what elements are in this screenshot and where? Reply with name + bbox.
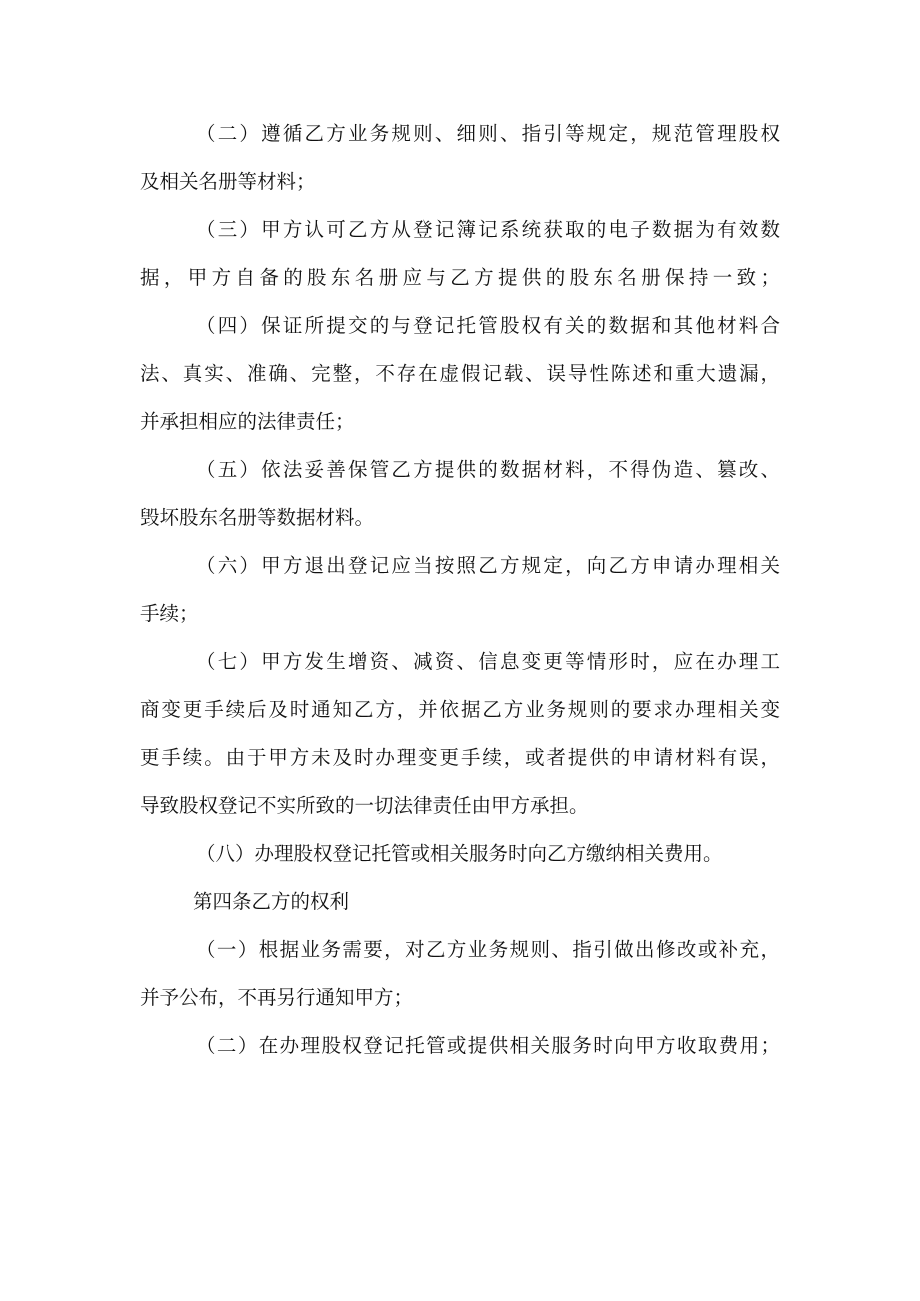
paragraph-line: 及相关名册等材料； <box>140 170 316 193</box>
paragraph-line: 法、真实、准确、完整，不存在虚假记载、误导性陈述和重大遗漏， <box>140 362 780 385</box>
paragraph-line: 手续； <box>140 602 199 625</box>
paragraph-line: 商变更手续后及时通知乙方，并依据乙方业务规则的要求办理相关变 <box>140 698 780 721</box>
paragraph-line: （七）甲方发生增资、减资、信息变更等情形时，应在办理工 <box>196 650 780 673</box>
paragraph-line: （二）遵循乙方业务规则、细则、指引等规定，规范管理股权 <box>196 122 780 145</box>
paragraph-line: （二）在办理股权登记托管或提供相关服务时向甲方收取费用； <box>196 1034 780 1057</box>
paragraph-line: （三）甲方认可乙方从登记簿记系统获取的电子数据为有效数 <box>196 218 780 241</box>
paragraph-line: 更手续。由于甲方未及时办理变更手续，或者提供的申请材料有误， <box>140 746 780 769</box>
paragraph-line: （五）依法妥善保管乙方提供的数据材料，不得伪造、篡改、 <box>196 458 780 481</box>
paragraph-line: 并承担相应的法律责任； <box>140 410 355 433</box>
paragraph-line: （八）办理股权登记托管或相关服务时向乙方缴纳相关费用。 <box>196 842 723 865</box>
paragraph-line: 导致股权登记不实所致的一切法律责任由甲方承担。 <box>140 794 589 817</box>
paragraph-line: 并予公布，不再另行通知甲方； <box>140 986 414 1009</box>
paragraph-line: 据，甲方自备的股东名册应与乙方提供的股东名册保持一致； <box>140 266 780 289</box>
paragraph-line: （一）根据业务需要，对乙方业务规则、指引做出修改或补充， <box>196 938 780 961</box>
article-heading: 第四条乙方的权利 <box>193 890 350 913</box>
paragraph-line: （四）保证所提交的与登记托管股权有关的数据和其他材料合 <box>196 314 780 337</box>
paragraph-line: 毁坏股东名册等数据材料。 <box>140 506 375 529</box>
paragraph-line: （六）甲方退出登记应当按照乙方规定，向乙方申请办理相关 <box>196 554 780 577</box>
